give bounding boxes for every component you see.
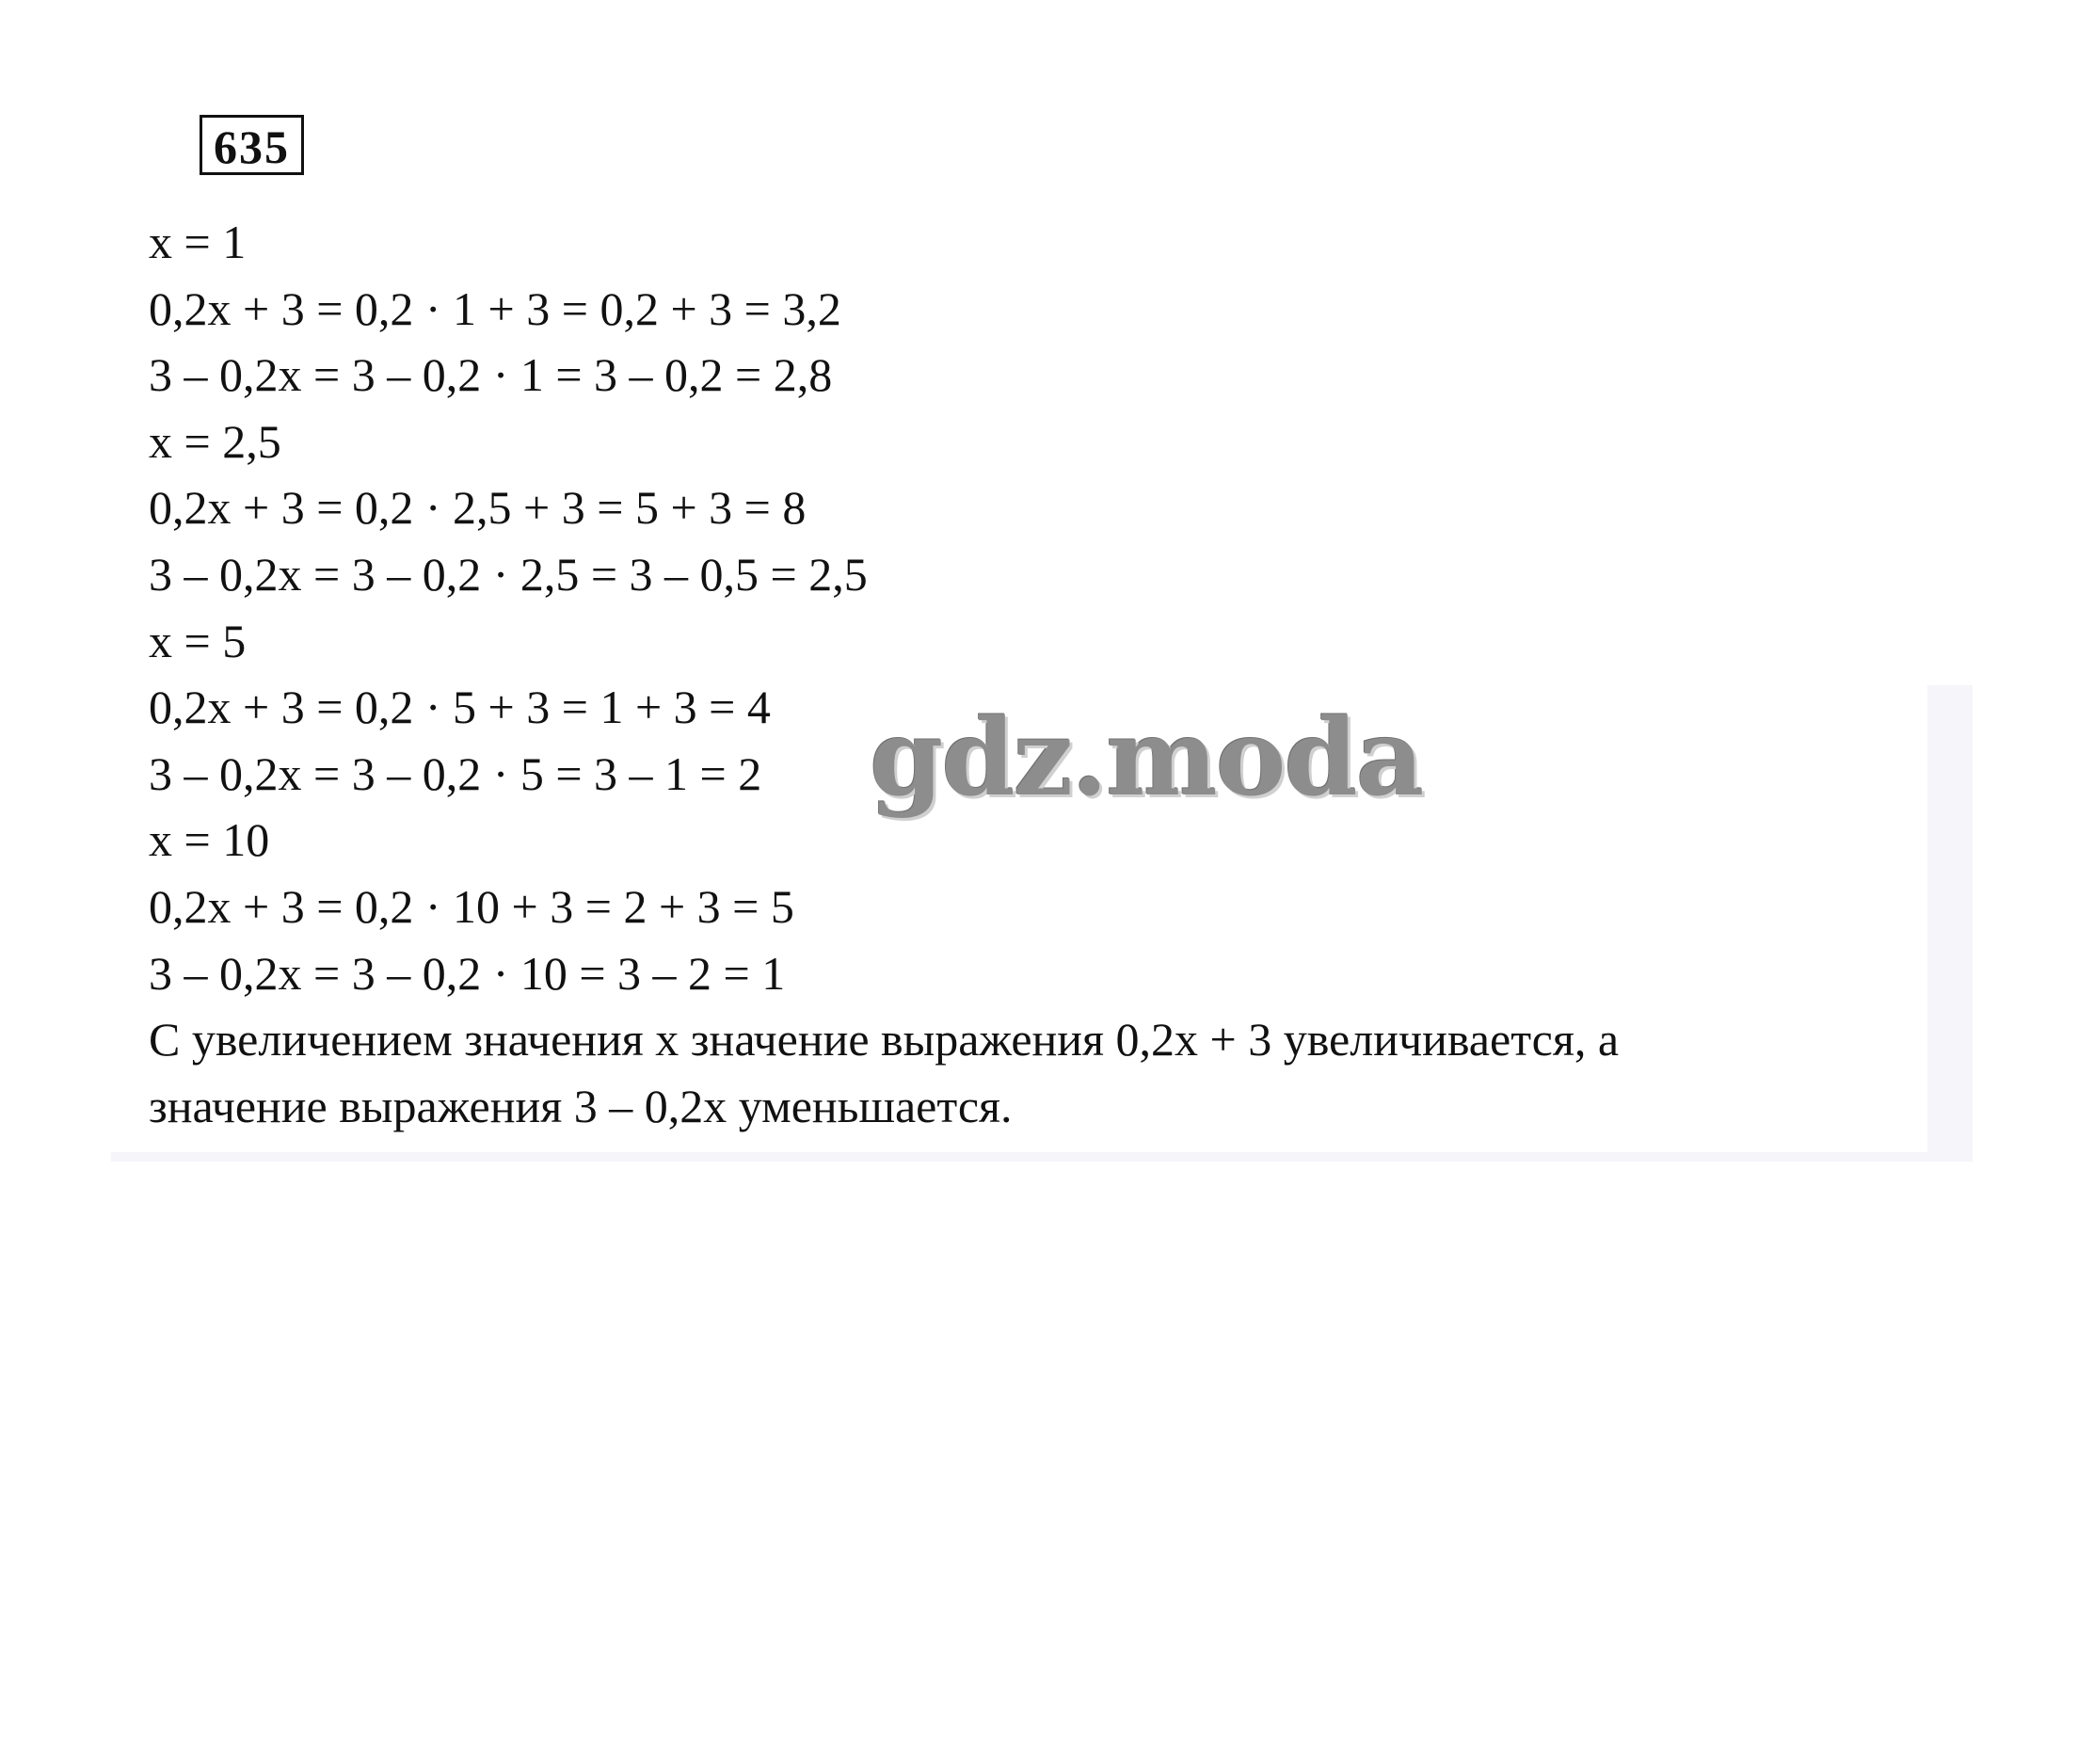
solution-line: x = 1	[149, 216, 247, 268]
solution-line: 3 – 0,2x = 3 – 0,2 · 2,5 = 3 – 0,5 = 2,5	[149, 547, 868, 601]
solution-line: 3 – 0,2x = 3 – 0,2 · 10 = 3 – 2 = 1	[149, 946, 786, 1000]
solution-line: 3 – 0,2x = 3 – 0,2 · 1 = 3 – 0,2 = 2,8	[149, 348, 833, 402]
solution-line: 0,2x + 3 = 0,2 · 2,5 + 3 = 5 + 3 = 8	[149, 481, 807, 535]
solution-text	[149, 209, 1918, 1139]
watermark-logo: gdz.moda	[870, 697, 1423, 820]
solution-line: 3 – 0,2x = 3 – 0,2 · 5 = 3 – 1 = 2	[149, 746, 762, 800]
solution-line: x = 10	[149, 813, 270, 867]
conclusion-line: С увеличением значения x значение выражения 0,2x + 3 увеличивается, а	[149, 1013, 1620, 1066]
solution-line: x = 5	[149, 614, 247, 667]
page-shade-right	[1927, 685, 1973, 1162]
conclusion-line: значение выражения 3 – 0,2x уменьшается.	[149, 1079, 1013, 1132]
solution-line: 0,2x + 3 = 0,2 · 10 + 3 = 2 + 3 = 5	[149, 879, 794, 933]
solution-line: x = 2,5	[149, 414, 281, 468]
problem-number-box: 635	[200, 115, 304, 175]
solution-line: 0,2x + 3 = 0,2 · 1 + 3 = 0,2 + 3 = 3,2	[149, 281, 841, 335]
solution-line: 0,2x + 3 = 0,2 · 5 + 3 = 1 + 3 = 4	[149, 681, 771, 734]
page-shade-bottom	[111, 1152, 1973, 1162]
